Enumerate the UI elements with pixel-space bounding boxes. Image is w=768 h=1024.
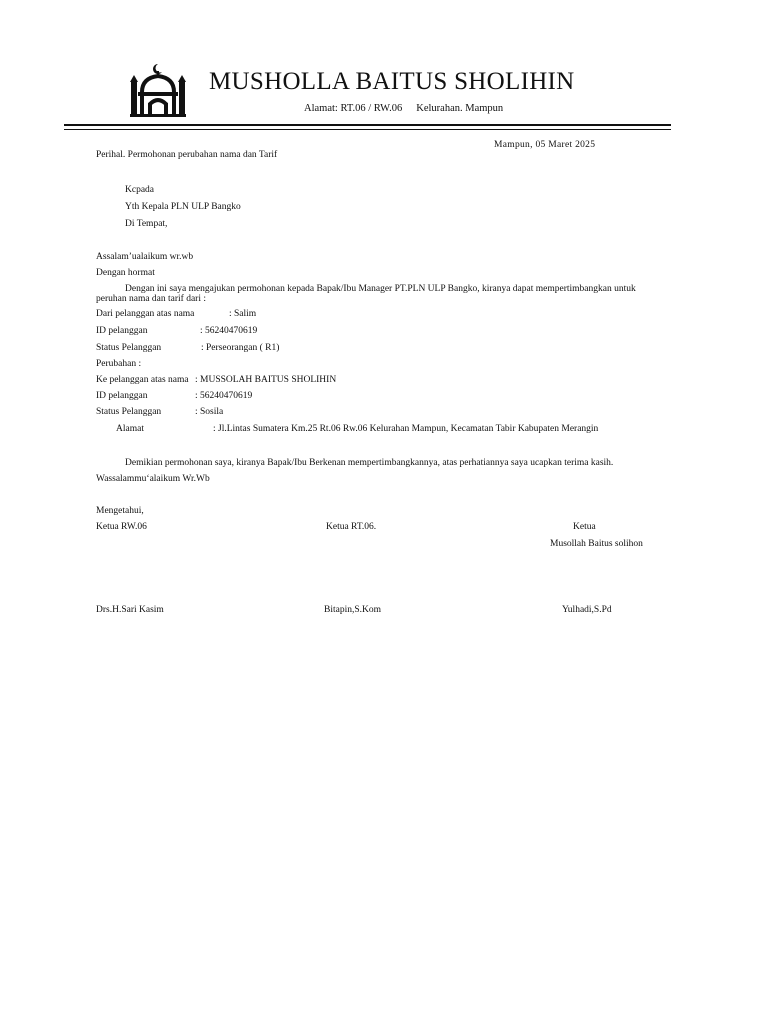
mosque-icon <box>128 62 188 120</box>
greeting: Assalam’ualaikum wr.wb <box>96 252 194 262</box>
body-paragraph: Dengan ini saya mengajukan permohonan kepada Bapak/Ibu Manager PT.PLN ULP Bangko, kiranya dapat mempertimbangkan untuk peruhan nama dan tarif dari : <box>96 284 636 304</box>
change-label: Perubahan : <box>96 359 142 369</box>
recipient-line-2: Yth Kepala PLN ULP Bangko <box>125 202 241 212</box>
to-status-value: : Sosila <box>195 407 224 417</box>
from-id-value: : 56240470619 <box>200 326 258 336</box>
to-name-value: : MUSSOLAH BAITUS SHOLIHIN <box>195 375 337 385</box>
address-kelurahan: Kelurahan. Mampun <box>416 103 504 114</box>
letter-subject: Perihal. Permohonan perubahan nama dan Tarif <box>96 150 278 160</box>
to-id-label: ID pelanggan <box>96 391 148 401</box>
recipient-line-3: Di Tempat, <box>125 219 168 229</box>
from-status-value: : Perseorangan ( R1) <box>201 343 280 353</box>
to-address-label: Alamat <box>116 424 144 434</box>
sign-musholla-name: Yulhadi,S.Pd <box>562 605 612 615</box>
from-status-label: Status Pelanggan <box>96 343 162 353</box>
letterhead-rule-thick <box>64 124 671 126</box>
letterhead-title: MUSHOLLA BAITUS SHOLIHIN <box>209 68 575 95</box>
sign-rw-name: Drs.H.Sari Kasim <box>96 605 164 615</box>
to-address-value: : Jl.Lintas Sumatera Km.25 Rt.06 Rw.06 Kelurahan Mampun, Kecamatan Tabir Kabupaten Merangin <box>213 424 599 434</box>
sign-rw-title: Ketua RW.06 <box>96 522 147 532</box>
letter-date: Mampun, 05 Maret 2025 <box>494 140 596 150</box>
sign-rt-name: Bitapin,S.Kom <box>324 605 382 615</box>
opening: Dengan hormat <box>96 268 155 278</box>
acknowledged-label: Mengetahui, <box>96 506 144 516</box>
to-name-label: Ke pelanggan atas nama <box>96 375 189 385</box>
sign-rt-title: Ketua RT.06. <box>326 522 377 532</box>
letterhead-rule-thin <box>64 129 671 130</box>
to-status-label: Status Pelanggan <box>96 407 162 417</box>
from-id-label: ID pelanggan <box>96 326 148 336</box>
closing-paragraph: Demikian permohonan saya, kiranya Bapak/Ibu Berkenan mempertimbangkannya, atas perhatiannya saya ucapkan terima kasih. <box>125 458 614 468</box>
closing-salam: Wassalammu‘alaikum Wr.Wb <box>96 474 210 484</box>
recipient-line-1: Kcpada <box>125 185 155 195</box>
from-name-label: Dari pelanggan atas nama <box>96 309 195 319</box>
from-name-value: : Salim <box>229 309 257 319</box>
address-rt-rw: Alamat: RT.06 / RW.06 <box>304 103 403 114</box>
sign-musholla-title: Ketua <box>573 522 596 532</box>
letterhead-address <box>304 103 503 114</box>
sign-musholla-subtitle: Musollah Baitus solihon <box>550 539 643 549</box>
to-id-value: : 56240470619 <box>195 391 253 401</box>
